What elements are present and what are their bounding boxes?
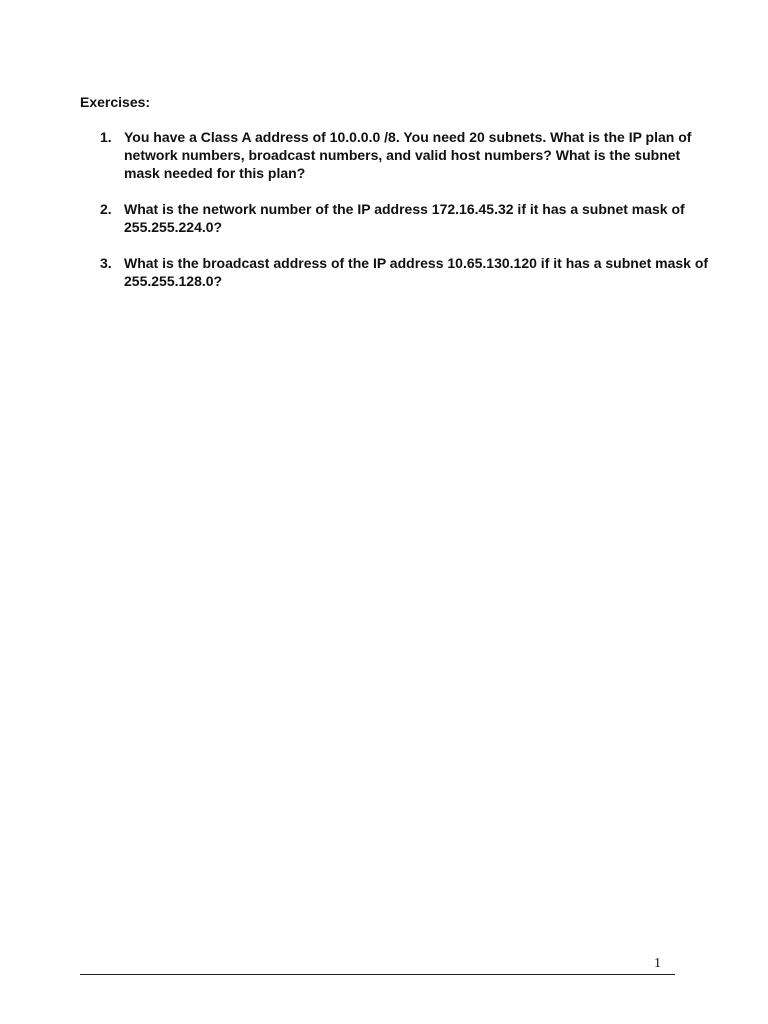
footer-divider	[80, 974, 675, 975]
exercises-heading: Exercises:	[80, 94, 151, 110]
exercise-number: 3.	[100, 255, 112, 271]
exercise-list	[100, 128, 710, 308]
exercise-text: What is the network number of the IP address 172.16.45.32 if it has a subnet mask of 255.255.224.0?	[124, 201, 685, 235]
exercise-text: What is the broadcast address of the IP address 10.65.130.120 if it has a subnet mask of 255.255.128.0?	[124, 255, 709, 289]
exercise-item	[100, 200, 710, 236]
page-number: 1	[654, 956, 661, 971]
exercise-text: You have a Class A address of 10.0.0.0 /8. You need 20 subnets. What is the IP plan of network numbers, broadcast numbers, and valid host numbers? What is the subnet mask needed for this plan?	[124, 129, 692, 181]
exercise-number: 1.	[100, 129, 112, 145]
exercise-item	[100, 128, 710, 182]
exercise-item	[100, 254, 710, 290]
exercise-number: 2.	[100, 201, 112, 217]
